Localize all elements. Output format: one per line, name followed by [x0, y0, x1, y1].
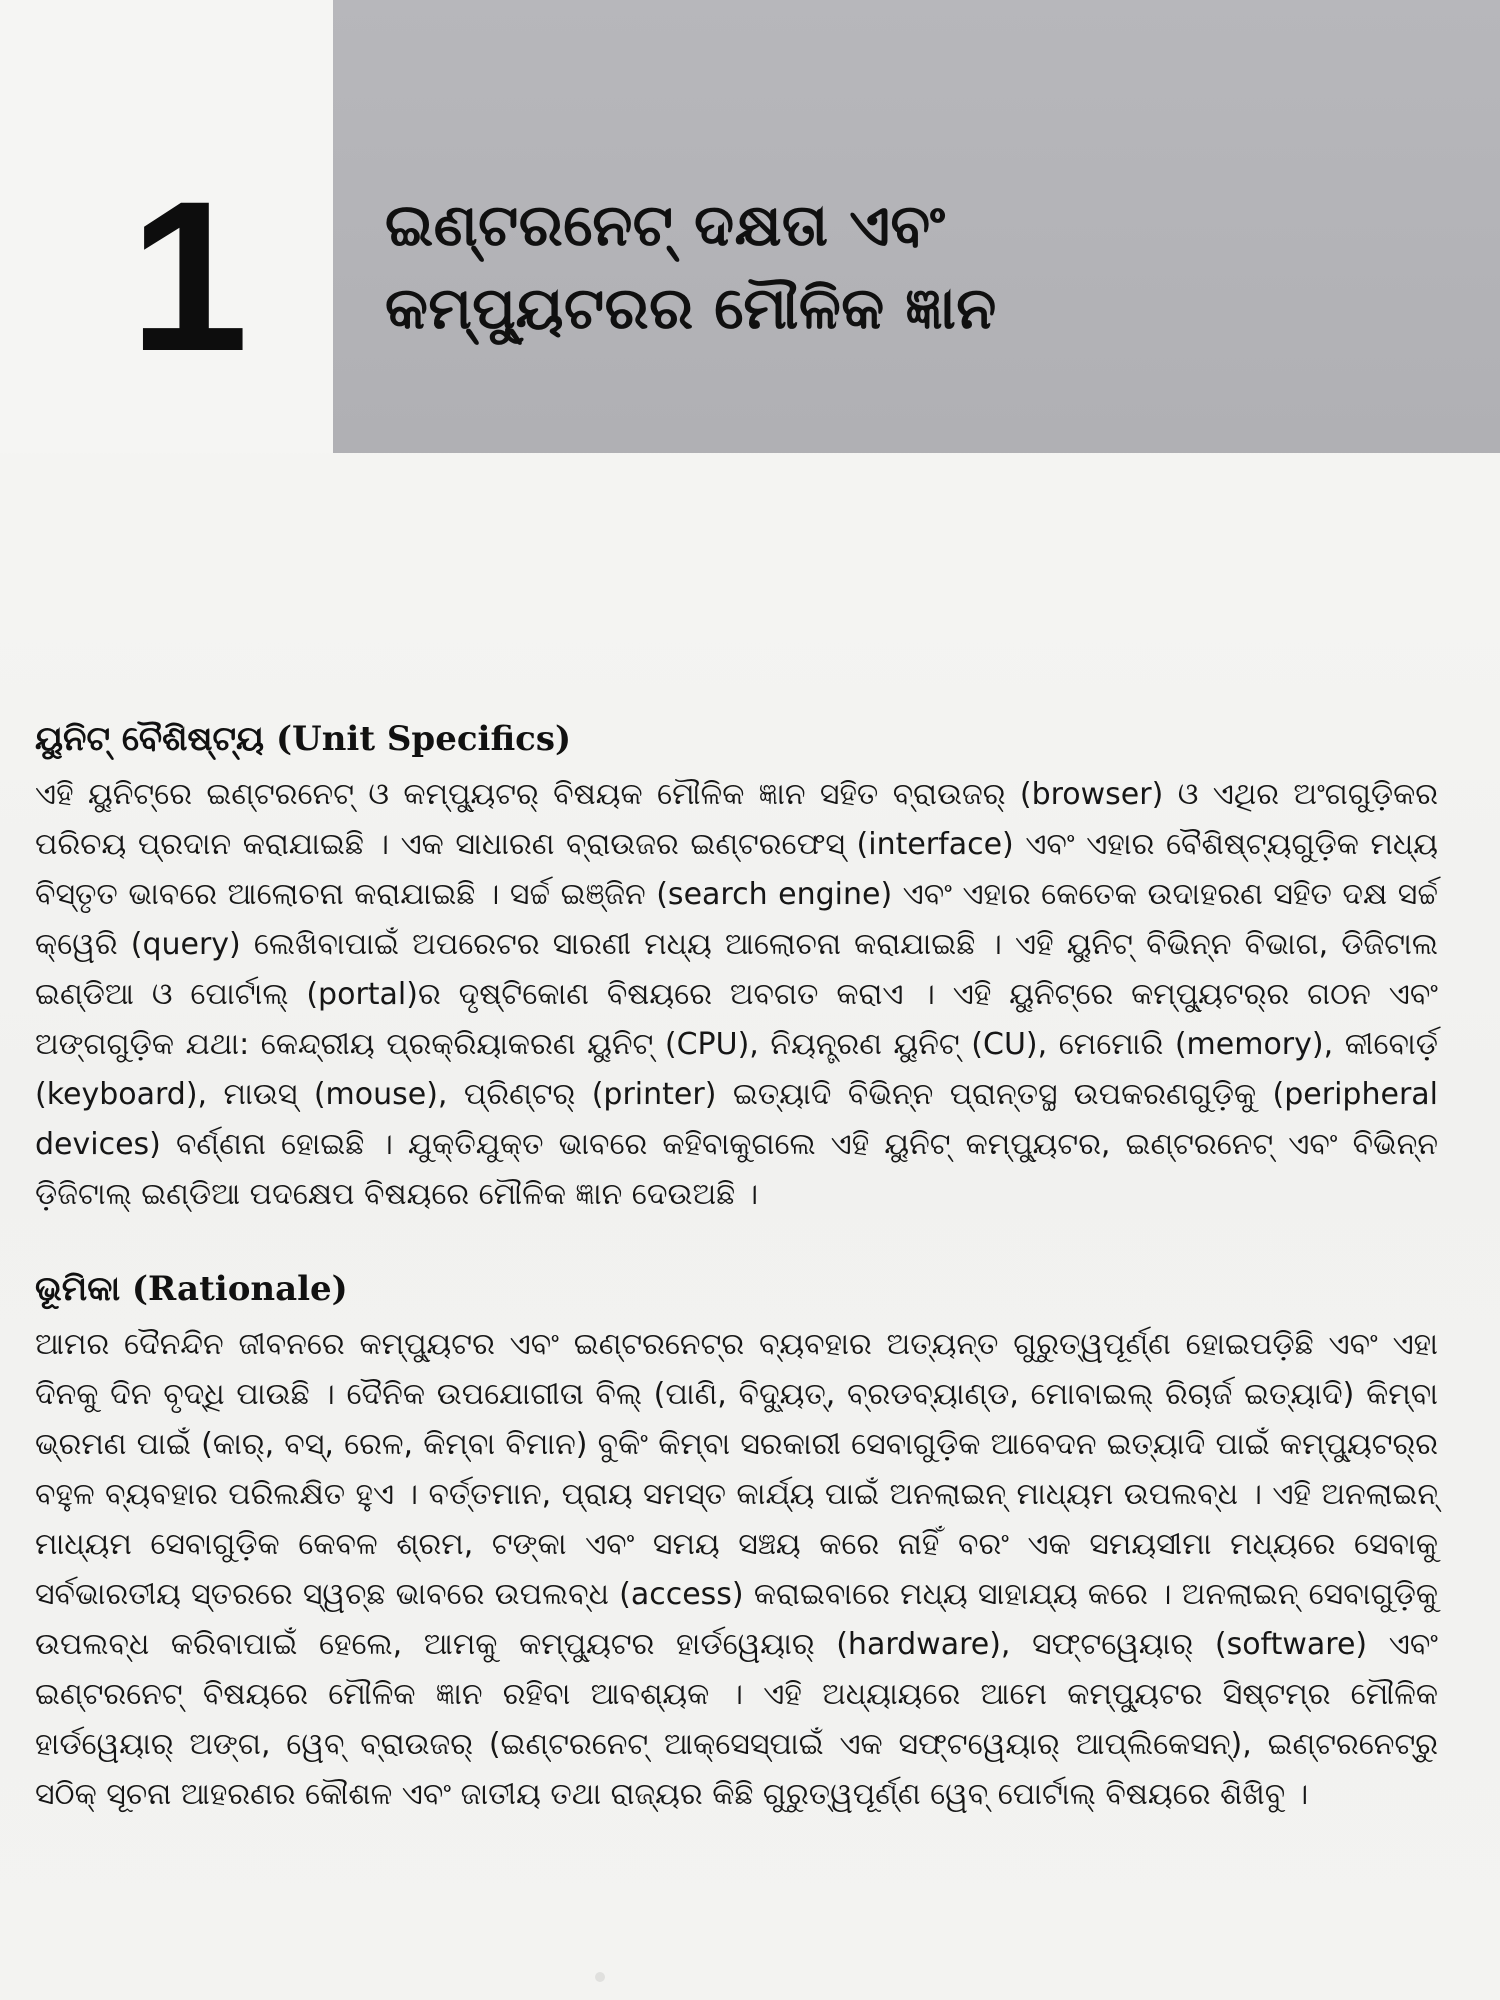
bottom-page-mark	[595, 1972, 605, 1982]
unit-specifics-heading-english: (Unit Specifics)	[275, 719, 572, 759]
unit-specifics-section	[35, 719, 1438, 1220]
chapter-number: 1	[129, 157, 249, 396]
unit-specifics-body: ଏହି ୟୁନିଟ୍‌ରେ ଇଣ୍ଟରନେଟ୍ ଓ କମ୍ପ୍ୟୁଟର୍ ବିଷୟକ ମୌଳିକ ଜ୍ଞାନ ସହିତ ବ୍ରାଉଜର୍ (browser) ଓ ଏଥିର ଅଂଗଗୁଡ଼ିକର ପରିଚୟ ପ୍ରଦାନ କରାଯାଇଛି । ଏକ ସାଧାରଣ ବ୍ରାଉଜର ଇଣ୍ଟରଫେସ୍ (interface) ଏବଂ ଏହାର ବୈଶିଷ୍ଟ୍ୟଗୁଡ଼ିକ ମଧ୍ୟ ବିସ୍ତୃତ ଭାବରେ ଆଲୋଚନା କରାଯାଇଛି । ସର୍ଚ୍ଚ ଇଞ୍ଜିନ (search engine) ଏବଂ ଏହାର କେତେକ ଉଦାହରଣ ସହିତ ଦକ୍ଷ ସର୍ଚ୍ଚ କ୍ୱେରି (query) ଲେଖିବାପାଇଁ ଅପରେଟର ସାରଣୀ ମଧ୍ୟ ଆଲୋଚନା କରାଯାଇଛି । ଏହି ୟୁନିଟ୍ ବିଭିନ୍ନ ବିଭାଗ, ଡିଜିଟାଲ ଇଣ୍ଡିଆ ଓ ପୋର୍ଟାଲ୍ (portal)ର ଦୃଷ୍ଟିକୋଣ ବିଷୟରେ ଅବଗତ କରାଏ । ଏହି ୟୁନିଟ୍‌ରେ କମ୍ପ୍ୟୁଟର୍‌ର ଗଠନ ଏବଂ ଅଙ୍ଗଗୁଡ଼ିକ ଯଥା: କେନ୍ଦ୍ରୀୟ ପ୍ରକ୍ରିୟାକରଣ ୟୁନିଟ୍ (CPU), ନିୟନ୍ତ୍ରଣ ୟୁନିଟ୍ (CU), ମେମୋରି (memory), କୀବୋର୍ଡ଼ (keyboard), ମାଉସ୍ (mouse), ପ୍ରିଣ୍ଟର୍ (printer) ଇତ୍ୟାଦି ବିଭିନ୍ନ ପ୍ରାନ୍ତସ୍ଥ ଉପକରଣଗୁଡ଼ିକୁ (peripheral devices) ବର୍ଣ୍ଣନା ହୋଇଛି । ଯୁକ୍ତିଯୁକ୍ତ ଭାବରେ କହିବାକୁଗଲେ ଏହି ୟୁନିଟ୍ କମ୍ପ୍ୟୁଟର, ଇଣ୍ଟରନେଟ୍ ଏବଂ ବିଭିନ୍ନ ଡ଼ିଜିଟାଲ୍ ଇଣ୍ଡିଆ ପଦକ୍ଷେପ ବିଷୟରେ ମୌଳିକ ଜ୍ଞାନ ଦେଉଅଛି ।	[35, 776, 1438, 1212]
rationale-heading-odia: ଭୂମିକା	[35, 1269, 121, 1309]
rationale-section	[35, 1269, 1438, 1820]
rationale-heading	[35, 1269, 1438, 1310]
chapter-title	[385, 184, 1245, 350]
chapter-title-line-1: ଇଣ୍ଟରନେଟ୍ ଦକ୍ଷତା ଏବଂ	[385, 191, 946, 259]
rationale-heading-english: (Rationale)	[131, 1269, 348, 1309]
unit-specifics-heading-odia: ୟୁନିଟ୍ ବୈଶିଷ୍ଟ୍ୟ	[35, 719, 265, 759]
chapter-title-line-2: କମ୍ପ୍ୟୁଟରର ମୌଳିକ ଜ୍ଞାନ	[385, 273, 997, 342]
unit-specifics-heading	[35, 719, 1438, 760]
rationale-body: ଆମର ଦୈନନ୍ଦିନ ଜୀବନରେ କମ୍ପ୍ୟୁଟର ଏବଂ ଇଣ୍ଟରନେଟ୍‌ର ବ୍ୟବହାର ଅତ୍ୟନ୍ତ ଗୁରୁତ୍ୱପୂର୍ଣ୍ଣ ହୋଇପଡ଼ିଛି ଏବଂ ଏହା ଦିନକୁ ଦିନ ବୃଦ୍ଧି ପାଉଛି । ଦୈନିକ ଉପଯୋଗୀତା ବିଲ୍ (ପାଣି, ବିଦ୍ୟୁତ୍, ବ୍ରଡବ୍ୟାଣ୍ଡ, ମୋବାଇଲ୍ ରିଚାର୍ଜ ଇତ୍ୟାଦି) କିମ୍ବା ଭ୍ରମଣ ପାଇଁ (କାର୍, ବସ୍, ରେଳ, କିମ୍ବା ବିମାନ) ବୁକିଂ କିମ୍ବା ସରକାରୀ ସେବାଗୁଡ଼ିକ ଆବେଦନ ଇତ୍ୟାଦି ପାଇଁ କମ୍ପ୍ୟୁଟର୍‌ର ବହୁଳ ବ୍ୟବହାର ପରିଲକ୍ଷିତ ହୁଏ । ବର୍ତ୍ତମାନ, ପ୍ରାୟ ସମସ୍ତ କାର୍ଯ୍ୟ ପାଇଁ ଅନଲାଇନ୍ ମାଧ୍ୟମ ଉପଲବ୍ଧ । ଏହି ଅନଲାଇନ୍ ମାଧ୍ୟମ ସେବାଗୁଡ଼ିକ କେବଳ ଶ୍ରମ, ଟଙ୍କା ଏବଂ ସମୟ ସଞ୍ଚୟ କରେ ନାହିଁ ବରଂ ଏକ ସମୟସୀମା ମଧ୍ୟରେ ସେବାକୁ ସର୍ବଭାରତୀୟ ସ୍ତରରେ ସ୍ୱଚ୍ଛ ଭାବରେ ଉପଲବ୍ଧ (access) କରାଇବାରେ ମଧ୍ୟ ସାହାଯ୍ୟ କରେ । ଅନଲାଇନ୍ ସେବାଗୁଡ଼ିକୁ ଉପଲବ୍ଧ କରିବାପାଇଁ ହେଲେ, ଆମକୁ କମ୍ପ୍ୟୁଟର ହାର୍ଡୱେୟାର୍ (hardware), ସଫ୍ଟୱେୟାର୍ (software) ଏବଂ ଇଣ୍ଟରନେଟ୍ ବିଷୟରେ ମୌଳିକ ଜ୍ଞାନ ରହିବା ଆବଶ୍ୟକ । ଏହି ଅଧ୍ୟାୟରେ ଆମେ କମ୍ପ୍ୟୁଟର ସିଷ୍ଟମ୍‌ର ମୌଳିକ ହାର୍ଡୱେୟାର୍ ଅଙ୍ଗ, ୱେବ୍ ବ୍ରାଉଜର୍ (ଇଣ୍ଟରନେଟ୍ ଆକ୍‌ସେସ୍‌ପାଇଁ ଏକ ସଫ୍ଟୱେୟାର୍ ଆପ୍ଲିକେସନ୍), ଇଣ୍ଟରନେଟ୍‌ରୁ ସଠିକ୍ ସୂଚନା ଆହରଣର କୌଶଳ ଏବଂ ଜାତୀୟ ତଥା ରାଜ୍ୟର କିଛି ଗୁରୁତ୍ୱପୂର୍ଣ୍ଣ ୱେବ୍ ପୋର୍ଟାଲ୍ ବିଷୟରେ ଶିଖିବୁ ।	[35, 1326, 1438, 1812]
